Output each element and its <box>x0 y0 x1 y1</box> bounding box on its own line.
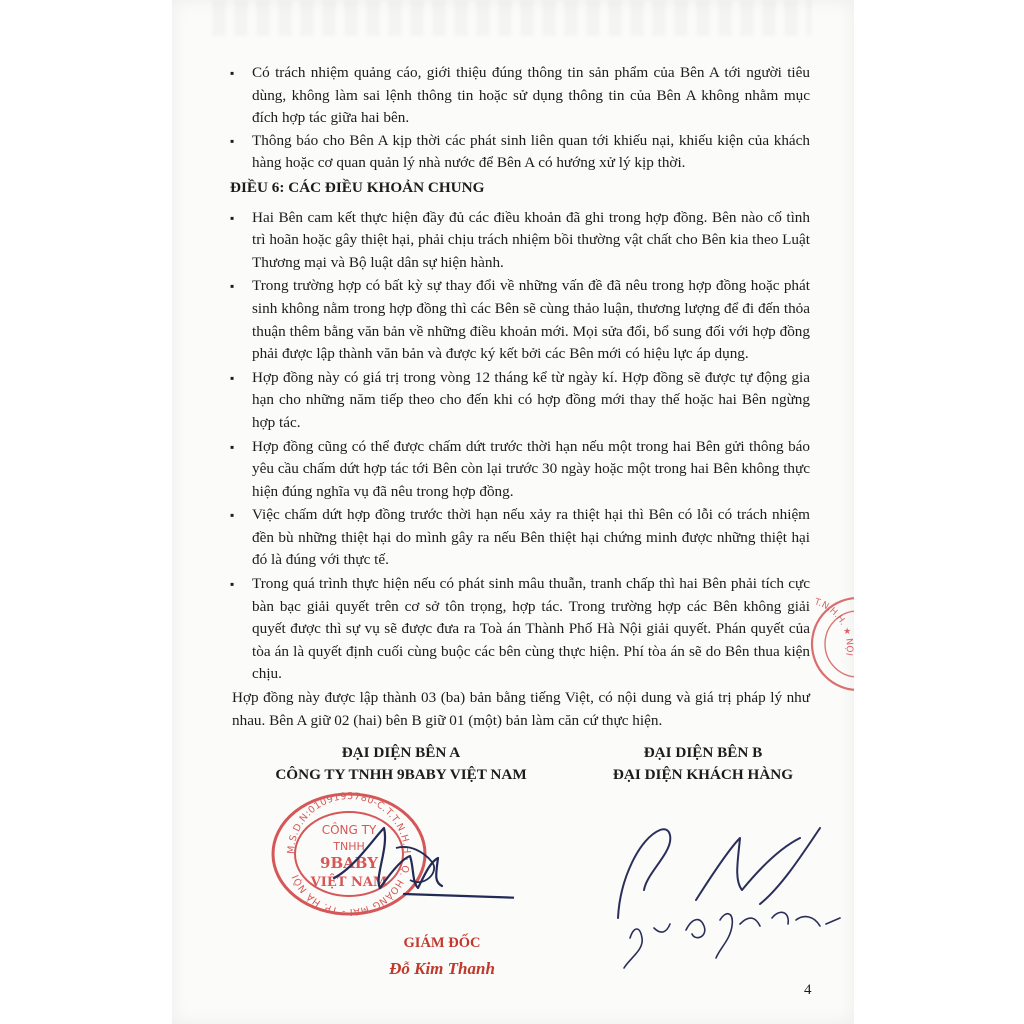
list-item-text: Hợp đồng này có giá trị trong vòng 12 tháng kể từ ngày kí. Hợp đồng sẽ được tự động gia hạn cho những năm tiếp theo cho đến khi có hợp đồng mới thay thế hoặc hai Bên ngừng hợp tác. <box>252 368 810 431</box>
list-item <box>230 367 810 435</box>
section-6-bullets <box>230 207 810 686</box>
section-heading: ĐIỀU 6: CÁC ĐIỀU KHOẢN CHUNG <box>230 178 485 196</box>
page-number: 4 <box>804 982 812 998</box>
list-item-text: Trong trường hợp có bất kỳ sự thay đổi về những vấn đề đã nêu trong hợp đồng hoặc phát sinh không nằm trong hợp đồng thì các Bên sẽ cùng thảo luận, thương lượng để đi đến thỏa thuận thêm bằng văn bản về những điều khoản mới. Mọi sửa đổi, bổ sung đối với hợp đồng phải được lập thành văn bản và được ký kết bởi các Bên mới có hiệu lực áp dụng. <box>252 277 810 363</box>
list-item-text: Thông báo cho Bên A kịp thời các phát sinh liên quan tới khiếu nại, khiếu kiện của khách hàng hoặc cơ quan quản lý nhà nước để Bên A có hướng xử lý kịp thời. <box>252 131 810 172</box>
bullet-icon: ▪ <box>230 133 235 148</box>
list-item-text: Việc chấm dứt hợp đồng trước thời hạn nếu xảy ra thiệt hại thì Bên có lỗi có trách nhiệm đền bù những thiệt hại do mình gây ra nếu Bên thiệt hại chứng minh được những thiệt hại đó là đúng với thực tế. <box>252 506 810 569</box>
director-name: Đỗ Kim Thanh <box>389 959 495 978</box>
party-a-signature <box>314 818 514 908</box>
list-item <box>230 62 810 130</box>
list-item-text: Hai Bên cam kết thực hiện đầy đủ các điều khoản đã ghi trong hợp đồng. Bên nào cố tình trì hoãn hoặc gây thiệt hại, phải chịu trách nhiệm bồi thường vật chất cho Bên kia theo Luật Thương mại và Bộ luật dân sự hiện hành. <box>252 208 810 271</box>
bullet-icon: ▪ <box>230 370 235 385</box>
party-a-company: CÔNG TY TNHH 9BABY VIỆT NAM <box>275 766 527 783</box>
seal-line-1: CÔNG TY <box>321 823 377 837</box>
list-item <box>230 207 810 275</box>
list-item <box>230 436 810 504</box>
closing-paragraph: Hợp đồng này được lập thành 03 (ba) bản bằng tiếng Việt, có nội dung và giá trị pháp lý như nhau. Bên A giữ 02 (hai) bên B giữ 01 (một) bản làm căn cứ thực hiện. <box>232 689 810 729</box>
seal-line-4: VIỆT NAM <box>310 875 388 890</box>
bullet-icon: ▪ <box>230 577 235 592</box>
document-page <box>172 0 854 1024</box>
director-block <box>362 930 522 982</box>
bullet-icon: ▪ <box>230 439 235 454</box>
bullet-icon: ▪ <box>230 66 235 80</box>
bullet-icon: ▪ <box>230 508 235 523</box>
section-5-bullets <box>230 62 810 175</box>
bullet-icon: ▪ <box>230 279 235 294</box>
party-a-title: ĐẠI DIỆN BÊN A <box>341 744 461 761</box>
party-b-signature <box>600 808 850 978</box>
party-b-title: ĐẠI DIỆN BÊN B <box>643 744 763 761</box>
bleed-through-text <box>212 0 812 36</box>
party-b-signature-block <box>588 742 818 786</box>
bullet-icon: ▪ <box>230 210 235 225</box>
document-body <box>230 62 810 732</box>
seal-ring-text: M.S.D.N:0109195780-C.T.T.N.H.H · Q. HOÀNG MAI - TP. HÀ NỘI <box>285 790 413 918</box>
list-item <box>230 275 810 365</box>
list-item <box>230 573 810 686</box>
edge-stamp-text: T.N.H.H. ★ NỘI <box>813 597 854 657</box>
list-item <box>230 130 810 175</box>
director-title: GIÁM ĐỐC <box>403 935 481 951</box>
list-item-text: Trong quá trình thực hiện nếu có phát sinh mâu thuẫn, tranh chấp thì hai Bên phải tích cực bàn bạc giải quyết trên cơ sở tôn trọng, hợp tác. Trong trường hợp các Bên không giải quyết được thì sự vụ sẽ được đưa ra Toà án Thành Phố Hà Nội giải quyết. Phán quyết của tòa án là quyết định cuối cùng buộc các bên cùng thực hiện. Phí tòa án sẽ do Bên thua kiện chịu. <box>252 575 810 683</box>
list-item-text: Có trách nhiệm quảng cáo, giới thiệu đúng thông tin sản phẩm của Bên A tới người tiêu dùng, không làm sai lệnh thông tin hoặc sử dụng thông tin của Bên A không nhằm mục đích hợp tác giữa hai bên. <box>252 64 810 127</box>
party-a-signature-block <box>256 742 546 786</box>
seal-line-2: TNHH <box>333 840 365 853</box>
party-b-subtitle: ĐẠI DIỆN KHÁCH HÀNG <box>612 766 794 783</box>
list-item-text: Hợp đồng cũng có thể được chấm dứt trước thời hạn nếu một trong hai Bên gửi thông báo yêu cầu chấm dứt hợp tác tới Bên còn lại trước 30 ngày hoặc một trong hai Bên không thực hiện đúng nghĩa vụ đã nêu trong hợp đồng. <box>252 437 810 500</box>
list-item <box>230 504 810 572</box>
seal-line-3: 9BABY <box>320 854 378 872</box>
edge-stamp <box>796 592 854 692</box>
